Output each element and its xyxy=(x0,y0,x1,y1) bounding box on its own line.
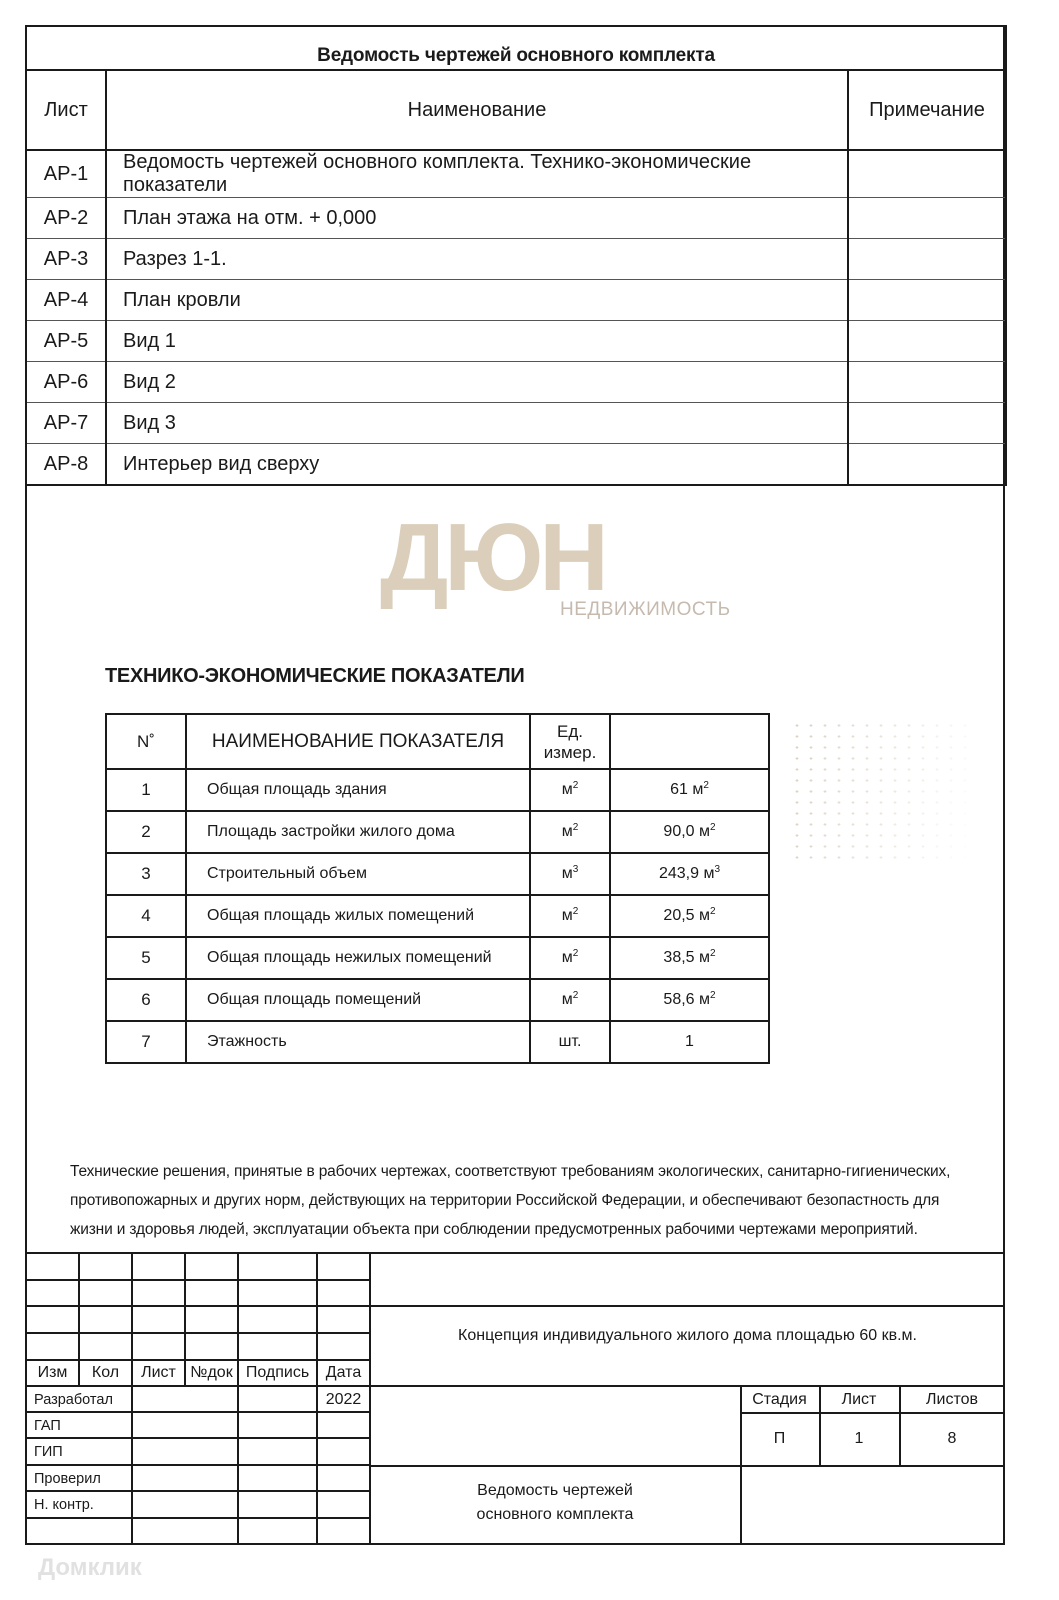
sheets-value: 8 xyxy=(947,1430,957,1447)
tep-unit-exponent: 2 xyxy=(572,822,579,833)
tep-indicator-name-text: Общая площадь помещений xyxy=(207,991,422,1008)
tep-number xyxy=(106,895,186,937)
tep-header-no: N˚ xyxy=(106,714,186,769)
column-header-note: Примечание xyxy=(848,70,1006,150)
signature-role: Н. контр. xyxy=(34,1497,94,1513)
tep-number xyxy=(106,811,186,853)
drawing-note xyxy=(848,150,1006,198)
revision-header: Изм xyxy=(37,1364,68,1381)
tep-value-exponent: 2 xyxy=(703,780,709,791)
tep-value-exponent: 2 xyxy=(710,906,716,917)
tep-value-text: 58,6 м xyxy=(663,991,711,1008)
tep-value-text: 243,9 м xyxy=(658,865,715,882)
tep-indicator-name xyxy=(186,853,530,895)
tep-unit-text: м xyxy=(561,907,573,924)
drawing-note xyxy=(848,280,1006,321)
drawing-note xyxy=(848,362,1006,403)
drawing-note xyxy=(848,444,1006,486)
project-name: Концепция индивидуального жилого дома площадью 60 кв.м. xyxy=(458,1327,917,1344)
tep-indicator-name xyxy=(186,1021,530,1063)
tep-header-value xyxy=(610,714,769,769)
watermark-logo-subtitle: НЕДВИЖИМОСТЬ xyxy=(560,599,731,620)
tep-unit xyxy=(530,769,610,811)
tep-row xyxy=(106,811,769,853)
tep-value-text: 38,5 м xyxy=(663,949,711,966)
tep-unit xyxy=(530,979,610,1021)
column-header-sheet: Лист xyxy=(26,70,106,150)
revision-header: Кол xyxy=(91,1364,120,1381)
drawing-list-row xyxy=(26,321,1006,362)
tep-number xyxy=(106,937,186,979)
tep-number xyxy=(106,853,186,895)
column-header-name: Наименование xyxy=(106,70,848,150)
drawing-note xyxy=(848,239,1006,280)
tep-value-text: 20,5 м xyxy=(663,907,711,924)
tep-row xyxy=(106,853,769,895)
sheet-value: 1 xyxy=(854,1430,864,1447)
tep-number xyxy=(106,979,186,1021)
stage-value: П xyxy=(773,1430,786,1447)
drawing-list-title: Ведомость чертежей основного комплекта xyxy=(26,26,1006,70)
tep-row xyxy=(106,979,769,1021)
revision-header: Лист xyxy=(141,1364,176,1381)
tep-indicator-name-text: Площадь застройки жилого дома xyxy=(207,823,455,840)
tep-unit-text: шт. xyxy=(558,1033,582,1050)
tep-indicator-name-text: Общая площадь жилых помещений xyxy=(207,907,475,924)
tep-value xyxy=(610,979,769,1021)
tep-number xyxy=(106,769,186,811)
tep-indicator-name xyxy=(186,811,530,853)
tep-header-unit-line2: измер. xyxy=(543,742,597,762)
tep-row xyxy=(106,937,769,979)
revision-header: №док xyxy=(190,1364,233,1381)
drawing-name: Вид 1 xyxy=(106,321,848,362)
drawing-name: Вид 2 xyxy=(106,362,848,403)
tep-table xyxy=(105,713,770,1064)
sheet-title-line1: Ведомость чертежей xyxy=(477,1482,633,1499)
tep-number-text: 1 xyxy=(141,780,151,799)
tep-value-text: 1 xyxy=(685,1033,694,1050)
drawing-list-row xyxy=(26,362,1006,403)
tep-unit-text: м xyxy=(561,781,573,798)
sheet-label: Лист xyxy=(841,1391,877,1408)
drawing-sheet-code: АР-2 xyxy=(26,198,106,239)
tep-unit xyxy=(530,895,610,937)
drawing-sheet-code: АР-6 xyxy=(26,362,106,403)
signature-role: Разработал xyxy=(34,1392,113,1408)
drawing-name: План кровли xyxy=(106,280,848,321)
tep-indicator-name-text: Общая площадь здания xyxy=(207,781,387,798)
tep-unit-exponent: 2 xyxy=(572,906,579,917)
tep-value xyxy=(610,853,769,895)
tep-value-text: 61 м xyxy=(670,781,704,798)
tep-value-text: 90,0 м xyxy=(663,823,711,840)
signature-role: ГАП xyxy=(34,1418,61,1434)
signature-role: ГИП xyxy=(34,1444,63,1460)
tep-value xyxy=(610,811,769,853)
revision-header: Дата xyxy=(325,1364,362,1381)
tep-number-text: 2 xyxy=(141,822,151,841)
tep-indicator-name xyxy=(186,895,530,937)
drawing-name: Разрез 1-1. xyxy=(106,239,848,280)
drawing-sheet-code: АР-3 xyxy=(26,239,106,280)
drawing-sheet-code: АР-8 xyxy=(26,444,106,486)
tep-value-exponent: 2 xyxy=(710,948,716,959)
tep-unit xyxy=(530,937,610,979)
tep-indicator-name xyxy=(186,769,530,811)
drawing-list-table xyxy=(25,25,1007,486)
tep-value-exponent: 3 xyxy=(714,864,721,875)
signature-role: Проверил xyxy=(34,1471,101,1487)
sheet-title-line2: основного комплекта xyxy=(476,1506,634,1523)
tep-header-unit-line1: Ед. xyxy=(557,721,583,741)
watermark-logo: ДЮН xyxy=(380,504,605,611)
drawing-sheet-code: АР-4 xyxy=(26,280,106,321)
tep-value-exponent: 2 xyxy=(710,990,716,1001)
drawing-note xyxy=(848,198,1006,239)
drawing-sheet-code: АР-7 xyxy=(26,403,106,444)
tep-indicator-name xyxy=(186,979,530,1021)
drawing-name: План этажа на отм. + 0,000 xyxy=(106,198,848,239)
stage-label: Стадия xyxy=(752,1391,807,1408)
tep-row xyxy=(106,769,769,811)
tep-header-unit xyxy=(530,714,610,769)
drawing-list-row xyxy=(26,198,1006,239)
tep-number-text: 5 xyxy=(141,948,151,967)
tep-row xyxy=(106,1021,769,1063)
drawing-list-row xyxy=(26,444,1006,486)
tep-unit-text: м xyxy=(561,949,573,966)
tep-unit-text: м xyxy=(561,865,573,882)
compliance-note: Технические решения, принятые в рабочих чертежах, соответствуют требованиям экологических, санитарно-гигиенических, противопожарных и других норм, действующих на территории Российской Федерации, и обеспечивают безопастность для жизни и здоровья людей, эксплуатации объекта при соблюдении предусмотренных рабочими чертежами мероприятий. xyxy=(70,1163,951,1238)
signature-date: 2022 xyxy=(325,1391,362,1408)
tep-value xyxy=(610,895,769,937)
tep-unit xyxy=(530,1021,610,1063)
tep-value-exponent: 2 xyxy=(710,822,716,833)
tep-indicator-name-text: Этажность xyxy=(207,1033,287,1050)
drawing-list-row xyxy=(26,280,1006,321)
tep-unit-exponent: 2 xyxy=(572,948,579,959)
drawing-list-row xyxy=(26,239,1006,280)
tep-unit-exponent: 2 xyxy=(572,780,579,791)
tep-unit-text: м xyxy=(561,823,573,840)
revision-header: Подпись xyxy=(245,1364,310,1381)
tep-unit xyxy=(530,853,610,895)
tep-value xyxy=(610,769,769,811)
tep-unit-exponent: 2 xyxy=(572,990,579,1001)
drawing-list-row xyxy=(26,150,1006,198)
tep-number-text: 7 xyxy=(141,1032,151,1051)
tep-unit-exponent: 3 xyxy=(572,864,579,875)
tep-number xyxy=(106,1021,186,1063)
drawing-name: Интерьер вид сверху xyxy=(106,444,848,486)
tep-number-text: 6 xyxy=(141,990,151,1009)
tep-indicator-name-text: Общая площадь нежилых помещений xyxy=(207,949,492,966)
tep-unit-text: м xyxy=(561,991,573,1008)
tep-indicator-name xyxy=(186,937,530,979)
drawing-sheet-code: АР-1 xyxy=(26,150,106,198)
drawing-note xyxy=(848,403,1006,444)
tep-title: ТЕХНИКО-ЭКОНОМИЧЕСКИЕ ПОКАЗАТЕЛИ xyxy=(105,665,525,687)
drawing-name: Вид 3 xyxy=(106,403,848,444)
tep-value xyxy=(610,937,769,979)
tep-header-name: НАИМЕНОВАНИЕ ПОКАЗАТЕЛЯ xyxy=(186,714,530,769)
drawing-name: Ведомость чертежей основного комплекта. Технико-экономические показатели xyxy=(106,150,848,198)
tep-indicator-name-text: Строительный объем xyxy=(207,865,367,882)
drawing-note xyxy=(848,321,1006,362)
tep-unit xyxy=(530,811,610,853)
tep-number-text: 3 xyxy=(141,864,151,883)
tep-number-text: 4 xyxy=(141,906,151,925)
tep-row xyxy=(106,895,769,937)
sheets-label: Листов xyxy=(926,1391,978,1408)
drawing-sheet-code: АР-5 xyxy=(26,321,106,362)
drawing-list-row xyxy=(26,403,1006,444)
watermark-domclick: Домклик xyxy=(38,1554,142,1581)
tep-value xyxy=(610,1021,769,1063)
